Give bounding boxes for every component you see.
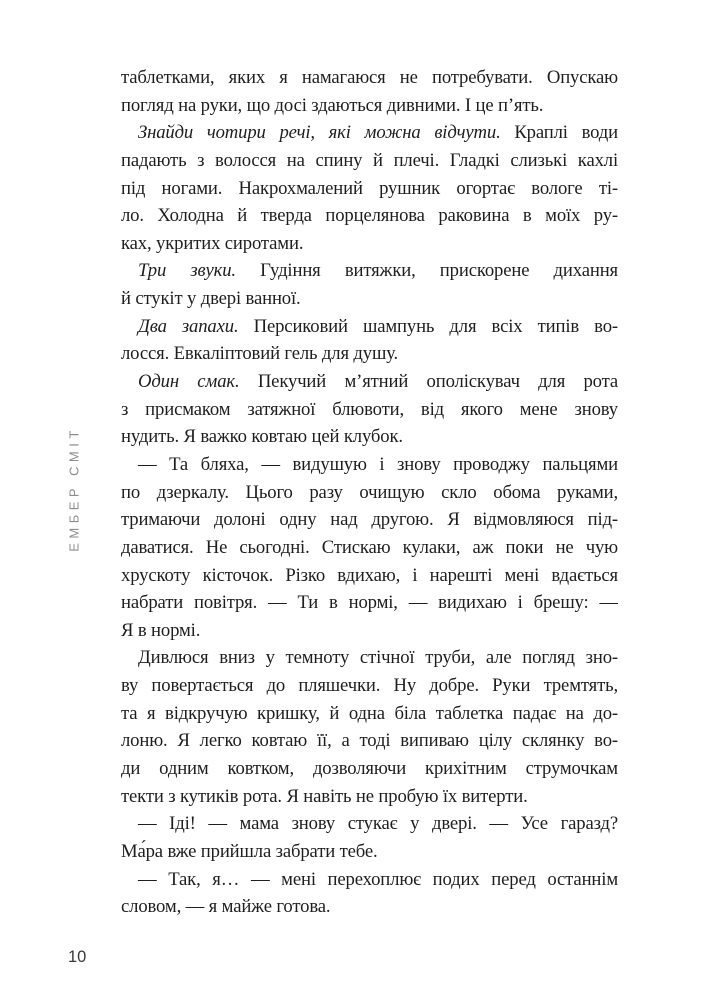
- paragraph: [121, 313, 618, 368]
- paragraph: [121, 644, 618, 810]
- text-line: [121, 672, 618, 700]
- text-line: [121, 589, 618, 617]
- text-line: [121, 396, 618, 424]
- text-segment: й стукіт у двері ванної.: [121, 288, 301, 310]
- paragraph: [121, 119, 618, 257]
- text-line: [121, 202, 618, 230]
- text-segment: Персиковий шампунь для всіх типів во-: [238, 315, 618, 337]
- text-segment: Краплі води: [500, 122, 618, 144]
- text-line: [121, 340, 618, 368]
- text-line: [121, 92, 618, 120]
- text-segment: таблетками, яких я намагаюся не потребувати. Опускаю: [121, 67, 618, 88]
- text-line: [121, 506, 618, 534]
- text-segment: — Іді! — мама знову стукає у двері. — Усе гаразд?: [138, 813, 618, 835]
- paragraph: [121, 451, 618, 644]
- text-line: [121, 534, 618, 562]
- text-segment: Пекучий м’ятний ополіскувач для рота: [239, 371, 618, 393]
- text-line: [121, 230, 618, 258]
- text-line: [121, 644, 618, 672]
- text-segment: ву повертається до пляшечки. Ну добре. Руки тремтять,: [121, 675, 618, 697]
- text-line: [121, 838, 618, 866]
- text-line: [121, 451, 618, 479]
- text-segment: набрати повітря. — Ти в нормі, — видихаю і брешу: —: [121, 592, 618, 614]
- text-line: [121, 119, 618, 147]
- text-segment: Ма́ра вже прийшла забрати тебе.: [121, 840, 378, 862]
- text-segment: ло. Холодна й тверда порцелянова раковина в моїх ру-: [121, 205, 618, 227]
- text-segment: ди одним ковтком, дозволяючи крихітним струмочкам: [121, 758, 618, 780]
- text-line: [121, 893, 618, 921]
- italic-text-segment: Знайди чотири речі, які можна відчути.: [138, 122, 501, 144]
- text-segment: Я в нормі.: [121, 619, 201, 641]
- text-line: [121, 562, 618, 590]
- text-line: [121, 368, 618, 396]
- italic-text-segment: Два запахи.: [138, 315, 239, 337]
- text-line: [121, 727, 618, 755]
- text-segment: даватися. Не сьогодні. Стискаю кулаки, аж поки не чую: [121, 536, 618, 558]
- text-segment: словом, — я майже готова.: [121, 896, 331, 918]
- text-line: [121, 257, 618, 285]
- page-text: [121, 64, 618, 921]
- paragraph: [121, 866, 618, 921]
- text-segment: Дивлюся вниз у темноту стічної труби, але погляд зно-: [138, 647, 618, 669]
- text-line: [121, 479, 618, 507]
- text-segment: — Так, я… — мені перехоплює подих перед останнім: [138, 868, 618, 890]
- text-segment: погляд на руки, що досі здаються дивними. І це п’ять.: [121, 94, 544, 116]
- sidebar-author-name: ЕМБЕР СМІТ: [66, 426, 82, 552]
- text-line: [121, 783, 618, 811]
- text-line: [121, 617, 618, 645]
- paragraph: [121, 368, 618, 451]
- text-segment: хрускоту кісточок. Різко вдихаю, і нарешті мені вдається: [121, 564, 618, 586]
- text-line: [121, 810, 618, 838]
- text-line: [121, 313, 618, 341]
- page-number: 10: [68, 948, 87, 966]
- text-segment: нудить. Я важко ковтаю цей клубок.: [121, 426, 403, 448]
- text-segment: — Та бляха, — видушую і знову проводжу пальцями: [138, 453, 618, 475]
- text-line: [121, 866, 618, 894]
- paragraph: [121, 810, 618, 865]
- italic-text-segment: Один смак.: [138, 371, 240, 393]
- paragraph: [121, 257, 618, 312]
- text-segment: тримаючи долоні одну над другою. Я відмовляюся під-: [121, 509, 618, 531]
- text-line: [121, 755, 618, 783]
- text-segment: та я відкручую кришку, й одна біла таблетка падає на до-: [121, 702, 618, 724]
- text-line: [121, 423, 618, 451]
- text-line: [121, 700, 618, 728]
- text-line: [121, 64, 618, 92]
- text-segment: під ногами. Накрохмалений рушник огортає вологе ті-: [121, 177, 618, 199]
- text-segment: по дзеркалу. Цього разу очищую скло обома руками,: [121, 481, 618, 503]
- text-segment: текти з кутиків рота. Я навіть не пробую їх витерти.: [121, 785, 528, 807]
- text-line: [121, 285, 618, 313]
- text-segment: лоню. Я легко ковтаю її, а тоді випиваю цілу склянку во-: [121, 730, 618, 752]
- text-segment: з присмаком затяжної блювоти, від якого мене знову: [121, 398, 618, 420]
- italic-text-segment: Три звуки.: [138, 260, 236, 282]
- paragraph: [121, 64, 618, 119]
- text-line: [121, 147, 618, 175]
- text-segment: Гудіння витяжки, прискорене дихання: [235, 260, 618, 282]
- text-segment: падають з волосся на спину й плечі. Гладкі слизькі кахлі: [121, 149, 618, 171]
- text-line: [121, 175, 618, 203]
- text-segment: ках, укритих сиротами.: [121, 232, 304, 254]
- text-segment: лосся. Евкаліптовий гель для душу.: [121, 343, 399, 365]
